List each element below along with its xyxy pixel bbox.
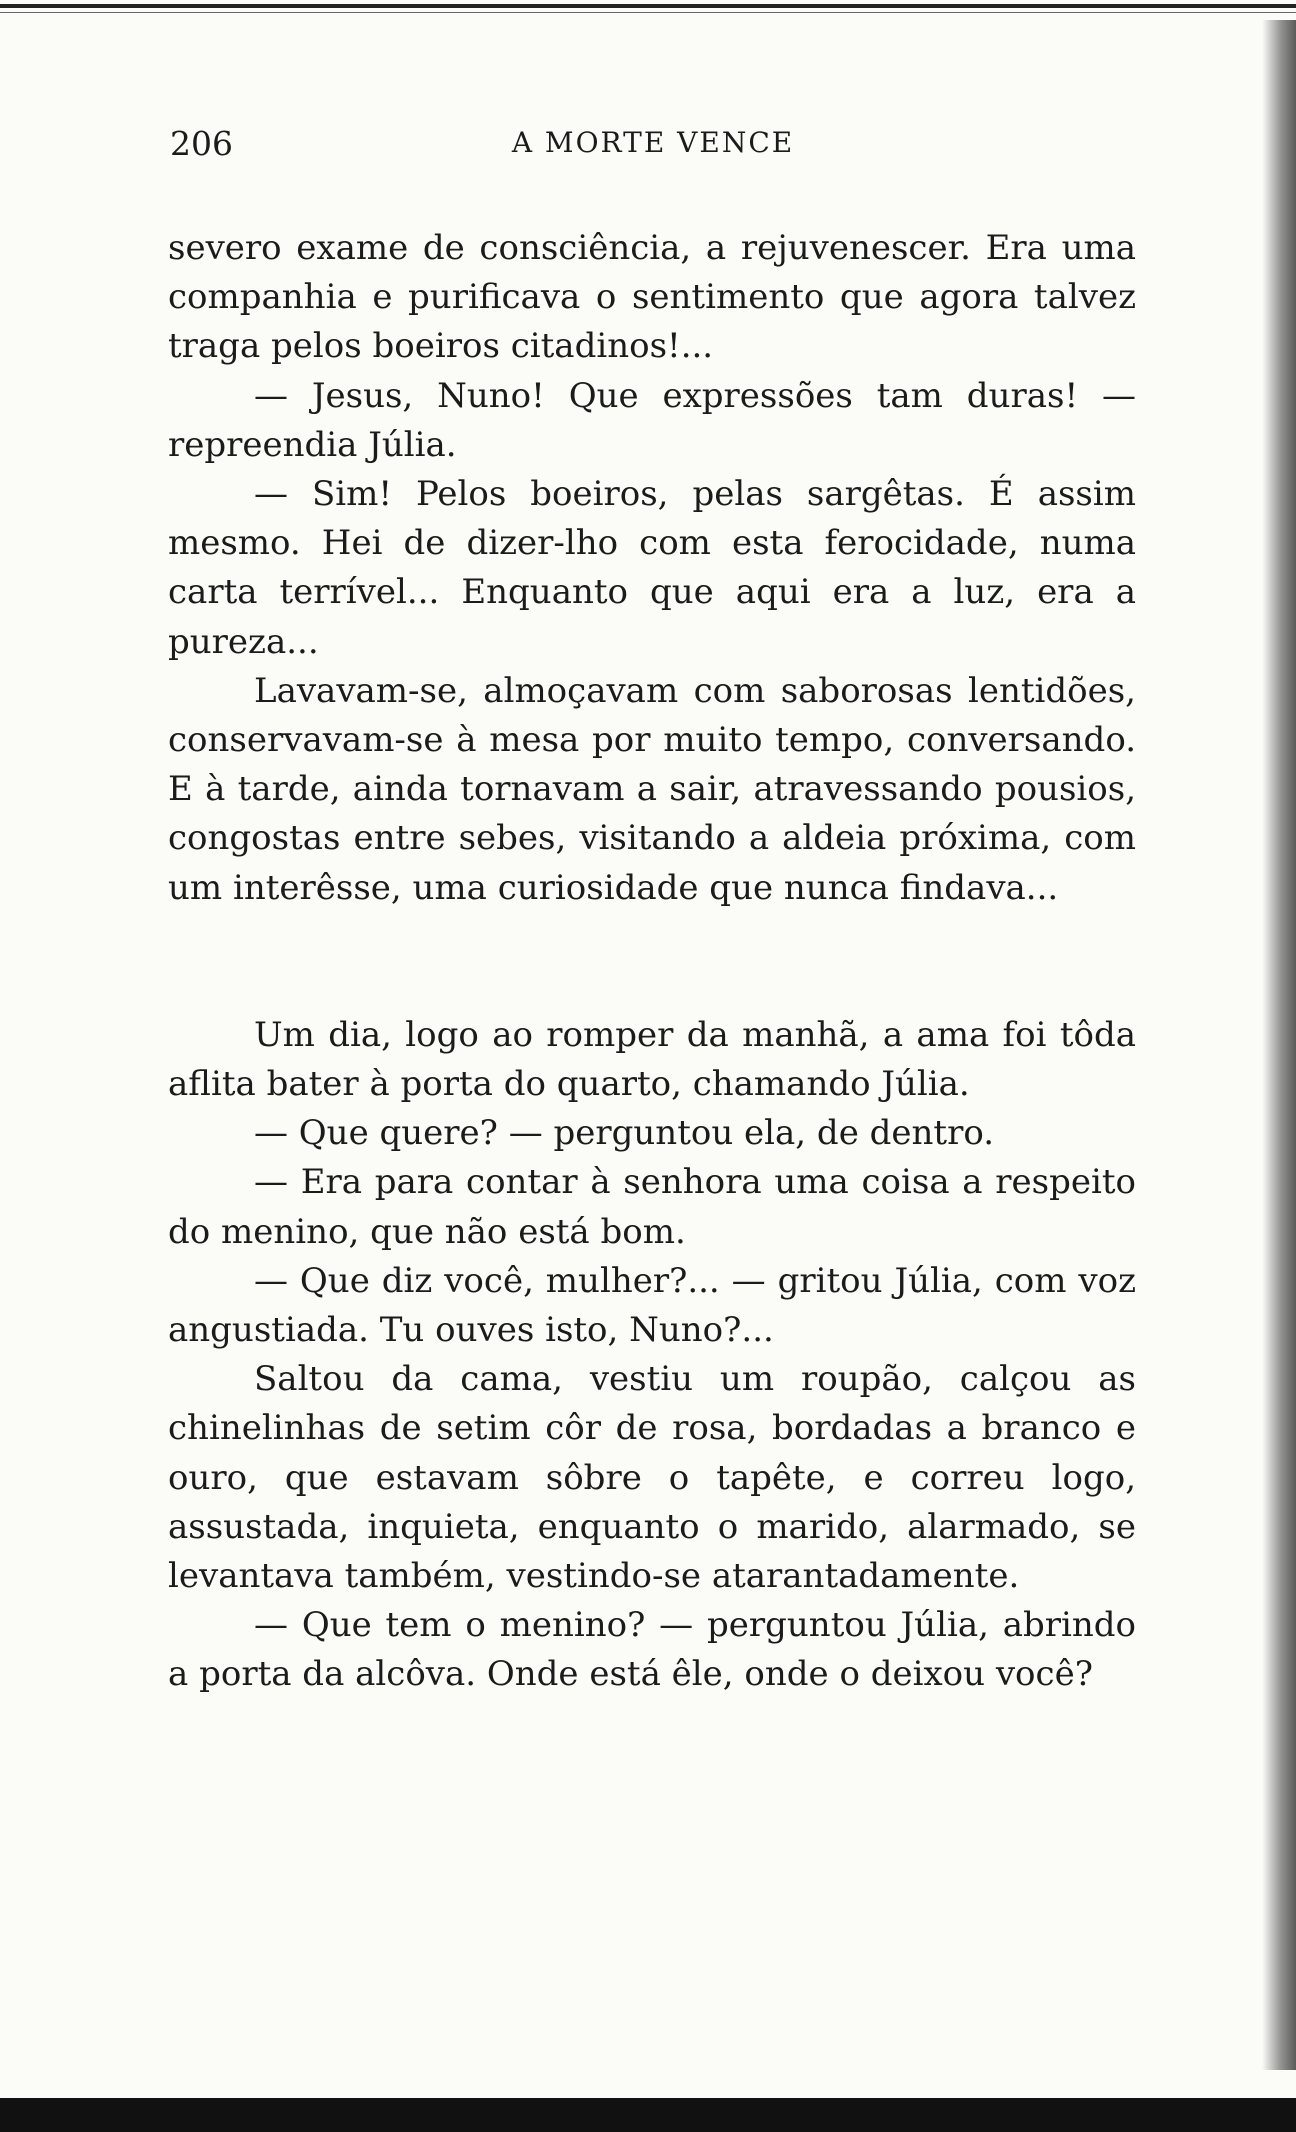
bottom-edge-band <box>0 2098 1296 2132</box>
paragraph: — Que diz você, mulher?... — gritou Júlia, com voz angustiada. Tu ouves isto, Nuno?... <box>168 1260 1136 1351</box>
paragraph: Saltou da cama, vestiu um roupão, calçou as chinelinhas de setim côr de rosa, bordadas a branco e ouro, que estavam sôbre o tapête, e correu logo, assustada, inquieta, enquanto o marido, alarmado, se levantava também, vestindo-se atarantadamente. <box>168 1359 1136 1597</box>
page-body <box>168 224 1136 1700</box>
paragraph: — Que quere? — perguntou ela, de dentro. <box>254 1113 994 1154</box>
paragraph: — Que tem o menino? — perguntou Júlia, abrindo a porta da alcôva. Onde está êle, onde o deixou você? <box>168 1605 1136 1695</box>
page-header <box>170 124 1136 168</box>
paragraph: severo exame de consciência, a rejuvenescer. Era uma companhia e purificava o sentimento que agora talvez traga pelos boeiros citadinos!... <box>168 228 1136 367</box>
top-edge-rule <box>0 4 1296 8</box>
paragraph: Um dia, logo ao romper da manhã, a ama foi tôda aflita bater à porta do quarto, chamando Júlia. <box>168 1014 1136 1105</box>
binding-shadow <box>1262 20 1296 2070</box>
top-edge-thin-rule <box>0 12 1296 13</box>
paragraph: — Era para contar à senhora uma coisa a respeito do menino, que não está bom. <box>168 1162 1136 1252</box>
page-number: 206 <box>170 124 233 163</box>
paragraph: — Jesus, Nuno! Que expressões tam duras! — repreendia Júlia. <box>168 375 1136 465</box>
running-title: A MORTE VENCE <box>511 126 795 159</box>
paragraph: — Sim! Pelos boeiros, pelas sargêtas. É assim mesmo. Hei de dizer-lho com esta ferocidade, numa carta terrível... Enquanto que aqui era a luz, era a pureza... <box>168 474 1136 662</box>
paragraph: Lavavam-se, almoçavam com saborosas lentidões, conservavam-se à mesa por muito tempo, conversando. E à tarde, ainda tornavam a sair, atravessando pousios, congostas entre sebes, visitando a aldeia próxima, com um interêsse, uma curiosidade que nunca findava... <box>168 670 1136 908</box>
section-break <box>168 913 1136 1011</box>
